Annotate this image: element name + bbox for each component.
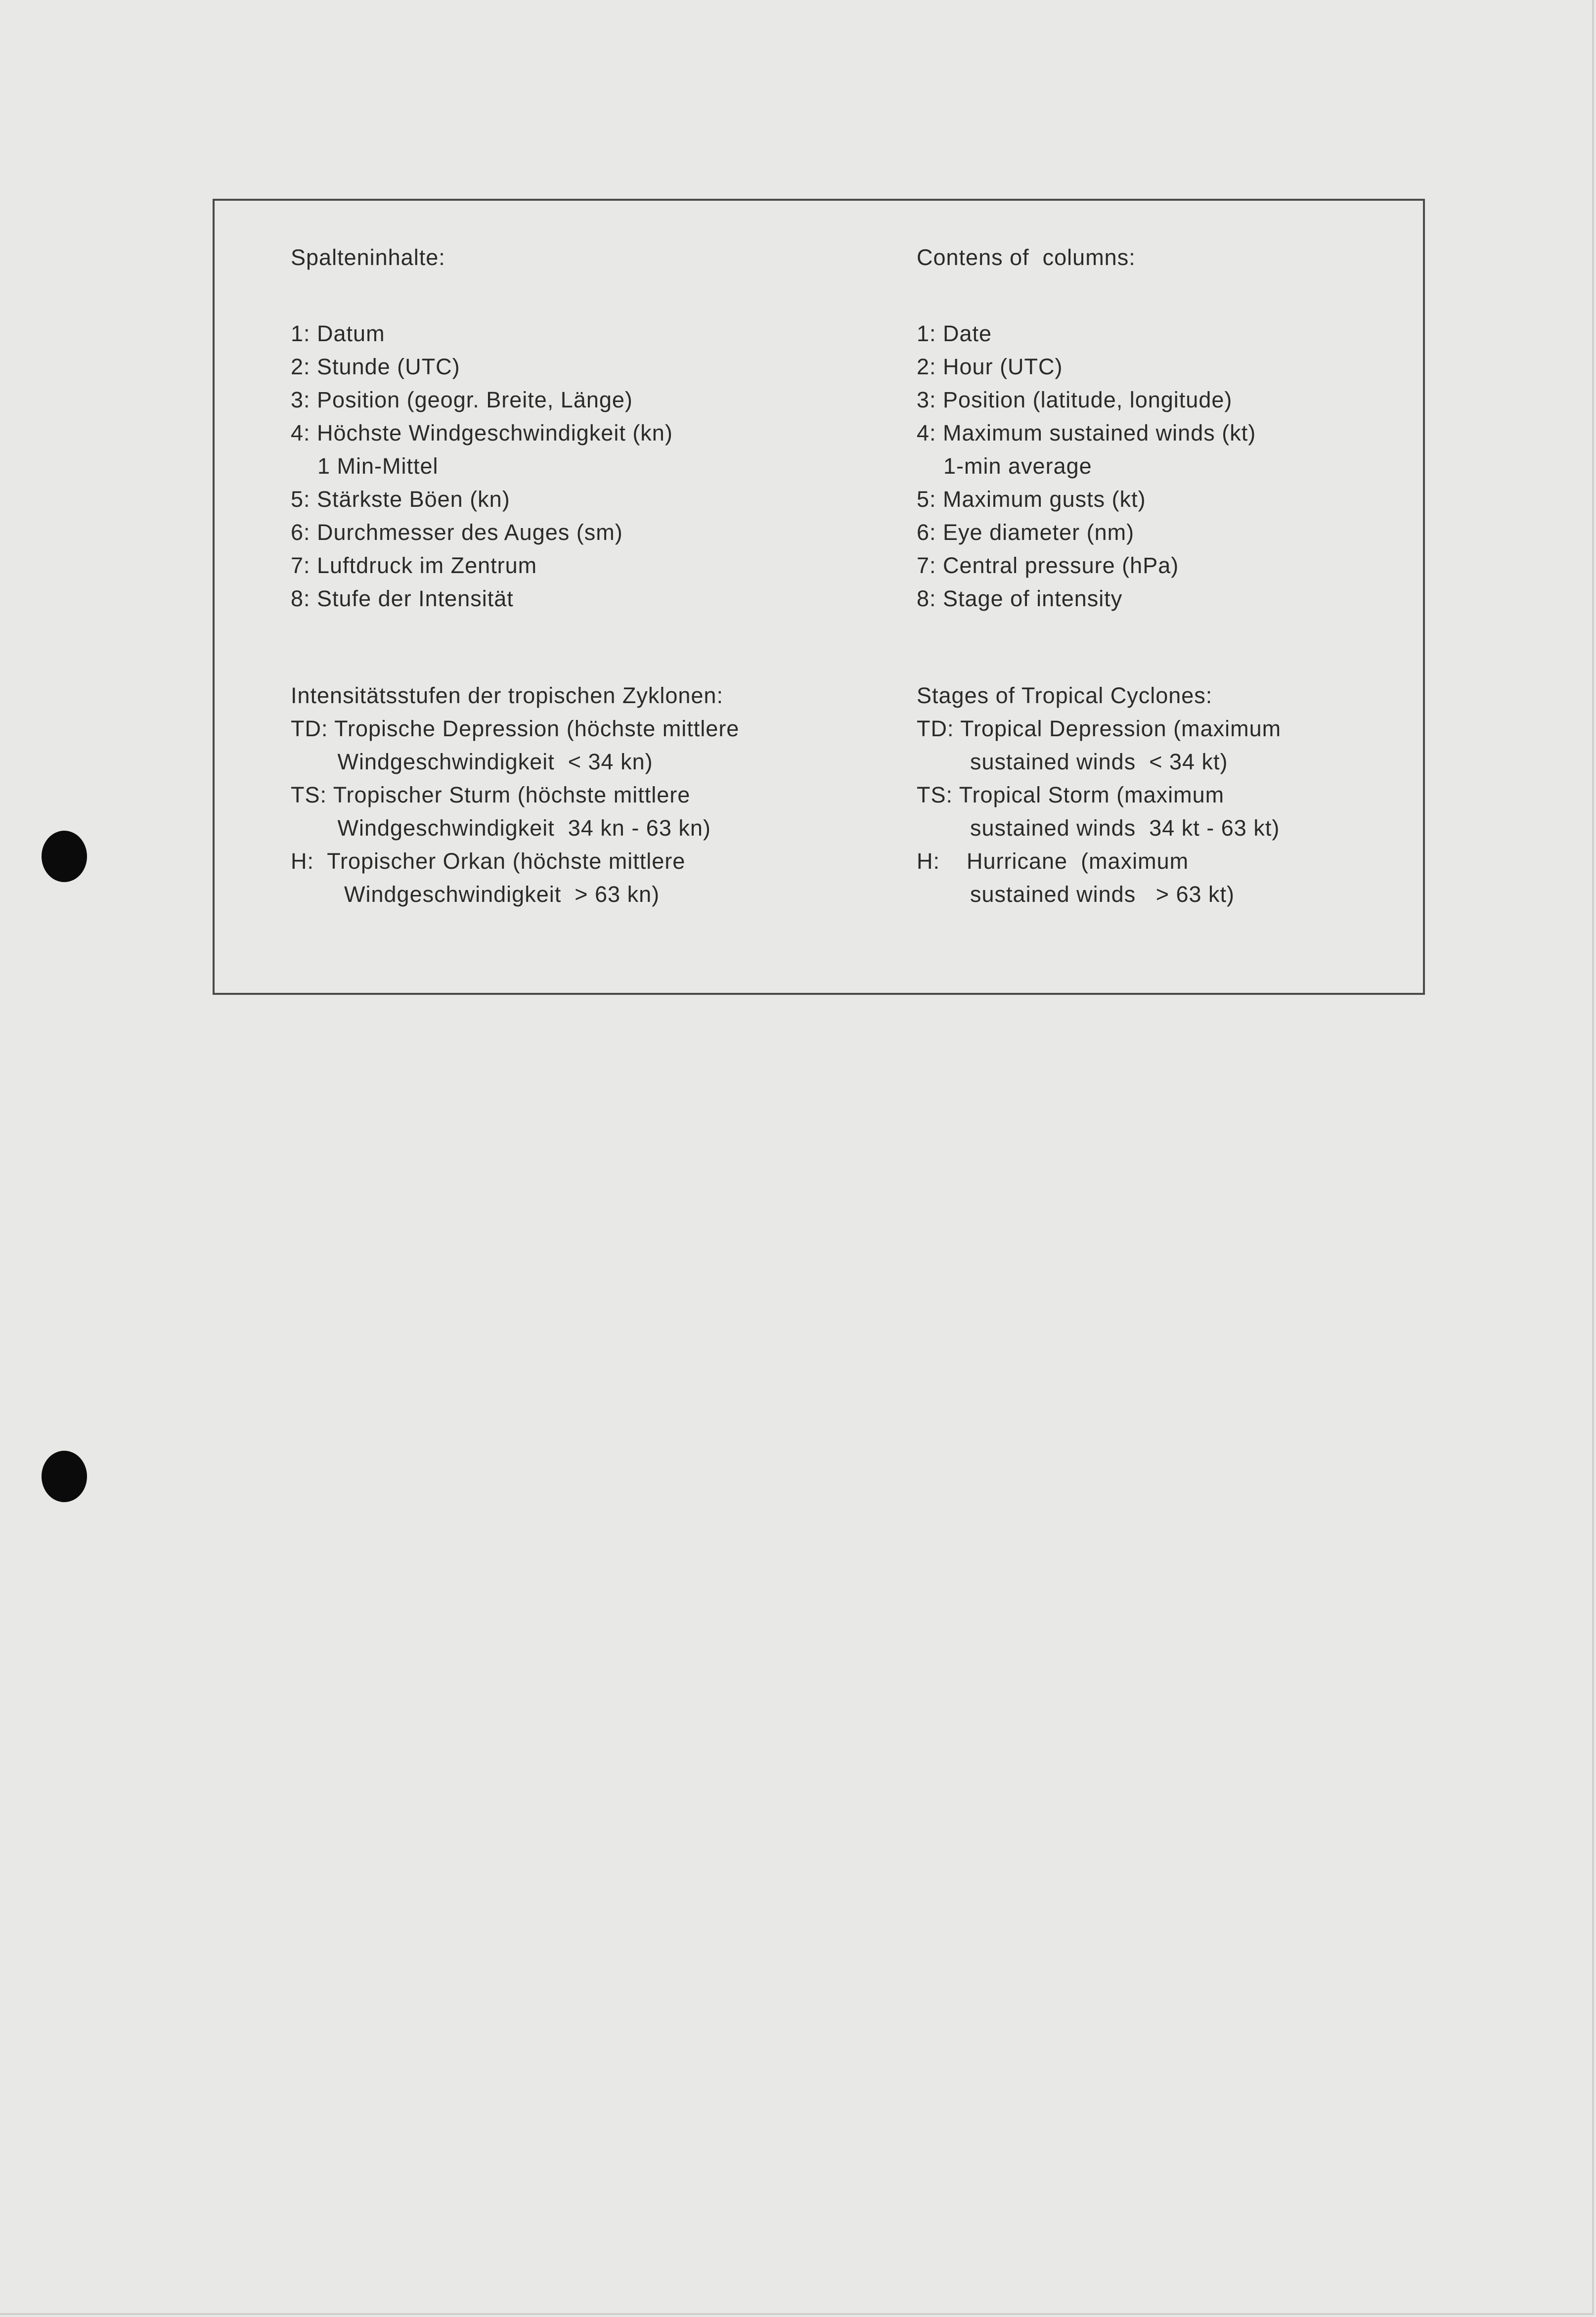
english-column-item: 1-min average — [917, 453, 1092, 479]
english-column-item: 4: Maximum sustained winds (kt) — [917, 420, 1256, 446]
german-stage-line: Windgeschwindigkeit 34 kn - 63 kn) — [291, 815, 711, 841]
german-column-item: 3: Position (geogr. Breite, Länge) — [291, 387, 633, 412]
german-column-item: 4: Höchste Windgeschwindigkeit (kn) — [291, 420, 673, 446]
german-column-item: 1 Min-Mittel — [291, 453, 439, 479]
german-stage-line: TD: Tropische Depression (höchste mittlere — [291, 716, 740, 741]
german-column-item: 8: Stufe der Intensität — [291, 586, 514, 611]
german-stage-line: H: Tropischer Orkan (höchste mittlere — [291, 848, 686, 874]
german-heading: Spalteninhalte: — [291, 245, 445, 270]
english-stage-line: H: Hurricane (maximum — [917, 848, 1189, 874]
german-column-item: 1: Datum — [291, 321, 385, 346]
english-stage-line: TS: Tropical Storm (maximum — [917, 782, 1225, 807]
german-stage-line: TS: Tropischer Sturm (höchste mittlere — [291, 782, 691, 807]
english-column-item: 5: Maximum gusts (kt) — [917, 487, 1146, 512]
english-column-item: 1: Date — [917, 321, 992, 346]
english-column-item: 7: Central pressure (hPa) — [917, 553, 1179, 578]
english-stage-line: sustained winds 34 kt - 63 kt) — [917, 815, 1280, 841]
german-stages-heading: Intensitätsstufen der tropischen Zyklonen: — [291, 683, 723, 708]
german-column-item: 2: Stunde (UTC) — [291, 354, 460, 379]
english-stages-heading: Stages of Tropical Cyclones: — [917, 683, 1213, 708]
english-column-item: 3: Position (latitude, longitude) — [917, 387, 1233, 412]
english-heading: Contens of columns: — [917, 245, 1136, 270]
legend-box — [213, 199, 1425, 995]
german-column-item: 6: Durchmesser des Auges (sm) — [291, 520, 623, 545]
english-stage-line: sustained winds < 34 kt) — [917, 749, 1228, 774]
german-column-item: 7: Luftdruck im Zentrum — [291, 553, 537, 578]
punch-hole-top — [42, 831, 87, 882]
english-column-item: 2: Hour (UTC) — [917, 354, 1063, 379]
english-stage-line: TD: Tropical Depression (maximum — [917, 716, 1282, 741]
english-column-item: 6: Eye diameter (nm) — [917, 520, 1135, 545]
punch-hole-bottom — [42, 1451, 87, 1502]
english-column-item: 8: Stage of intensity — [917, 586, 1123, 611]
german-stage-line: Windgeschwindigkeit > 63 kn) — [291, 882, 660, 907]
english-stage-line: sustained winds > 63 kt) — [917, 882, 1235, 907]
german-stage-line: Windgeschwindigkeit < 34 kn) — [291, 749, 653, 774]
german-column-item: 5: Stärkste Böen (kn) — [291, 487, 510, 512]
